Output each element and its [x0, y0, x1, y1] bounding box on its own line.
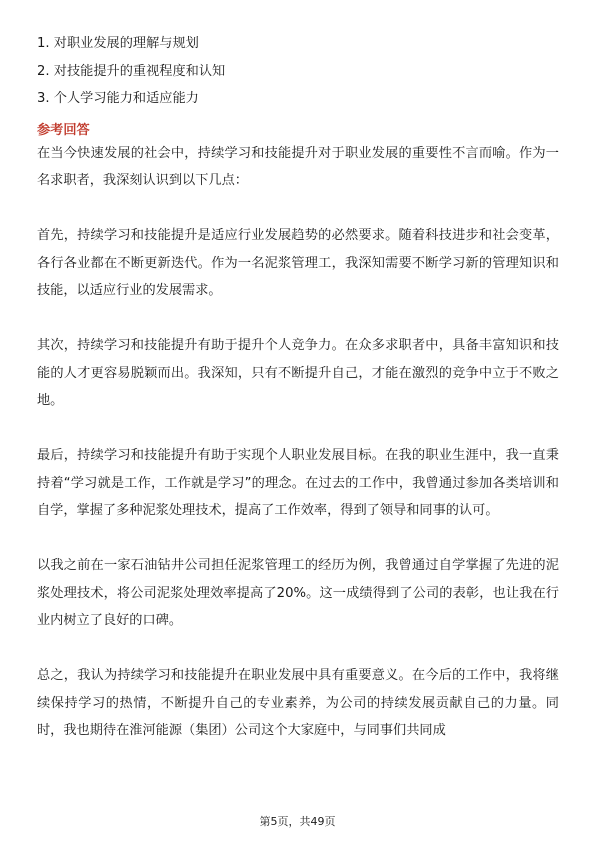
evaluation-criteria-list	[37, 30, 559, 113]
reference-answer-heading: 参考回答	[37, 122, 90, 138]
page-number-footer: 第5页，共49页	[259, 815, 336, 828]
answer-paragraph-second: 其次，持续学习和技能提升有助于提升个人竞争力。在众多求职者中，具备丰富知识和技能的人才更容易脱颖而出。我深知，只有不断提升自己，才能在激烈的竞争中立于不败之地。	[37, 338, 559, 408]
answer-paragraph-example: 以我之前在一家石油钻井公司担任泥浆管理工的经历为例，我曾通过自学掌握了先进的泥浆处理技术，将公司泥浆处理效率提高了20%。这一成绩得到了公司的表彰，也让我在行业内树立了良好的口碑。	[37, 558, 559, 628]
criteria-item: 3. 个人学习能力和适应能力	[37, 91, 199, 106]
answer-paragraph-first: 首先，持续学习和技能提升是适应行业发展趋势的必然要求。随着科技进步和社会变革，各行各业都在不断更新迭代。作为一名泥浆管理工，我深知需要不断学习新的管理知识和技能，以适应行业的发展需求。	[37, 228, 559, 298]
answer-paragraph-last: 最后，持续学习和技能提升有助于实现个人职业发展目标。在我的职业生涯中，我一直秉持着“学习就是工作，工作就是学习”的理念。在过去的工作中，我曾通过参加各类培训和自学，掌握了多种泥浆处理技术，提高了工作效率，得到了领导和同事的认可。	[37, 448, 559, 518]
criteria-item: 2. 对技能提升的重视程度和认知	[37, 63, 226, 79]
answer-paragraph-conclusion: 总之，我认为持续学习和技能提升在职业发展中具有重要意义。在今后的工作中，我将继续保持学习的热情，不断提升自己的专业素养，为公司的持续发展贡献自己的力量。同时，我也期待在淮河能源（集团）公司这个大家庭中，与同事们共同成	[37, 668, 559, 738]
answer-paragraph-intro: 在当今快速发展的社会中，持续学习和技能提升对于职业发展的重要性不言而喻。作为一名求职者，我深刻认识到以下几点：	[37, 145, 559, 188]
page-content	[37, 30, 559, 745]
criteria-item: 1. 对职业发展的理解与规划	[37, 36, 199, 51]
